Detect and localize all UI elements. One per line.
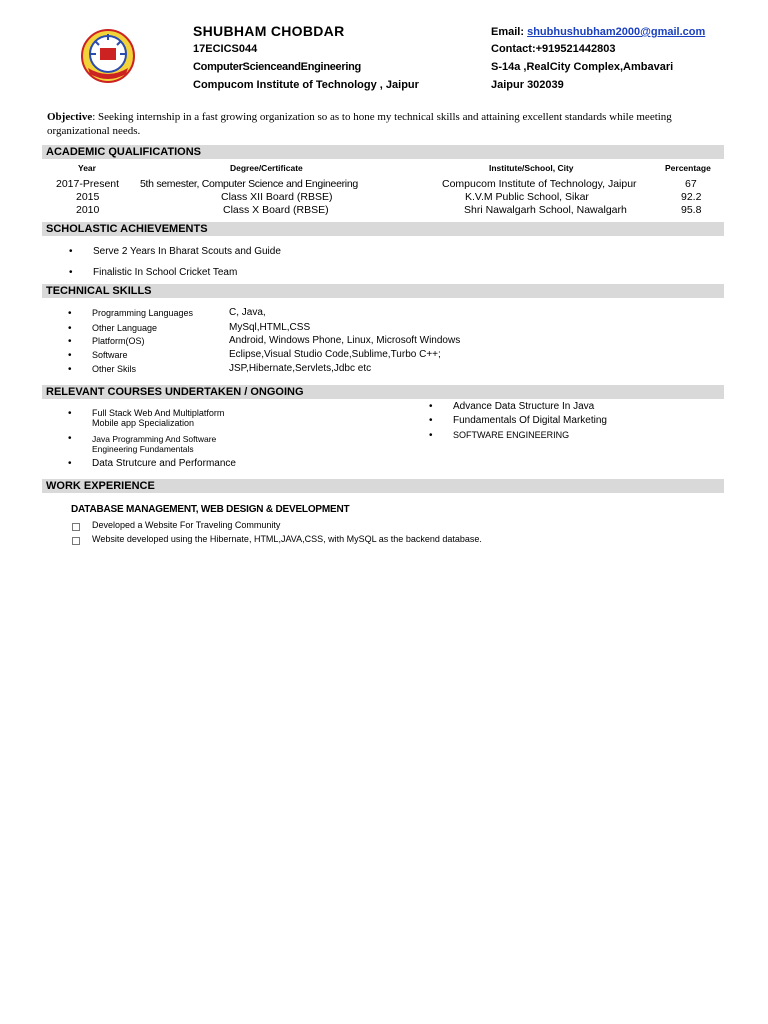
course-item: • Fundamentals Of Digital Marketing: [453, 415, 607, 426]
address-line-2: Jaipur 302039: [491, 79, 564, 91]
row1-degree: 5th semester, Computer Science and Engineering: [140, 178, 358, 190]
skill-label: • Programming Languages: [92, 308, 193, 318]
course-item: [92, 434, 216, 454]
email-link[interactable]: shubhushubham2000@gmail.com: [527, 26, 706, 38]
row3-degree: Class X Board (RBSE): [223, 204, 329, 216]
col-year: Year: [78, 163, 96, 173]
course-line: • Full Stack Web And Multiplatform: [92, 408, 225, 418]
row3-institute: Shri Nawalgarh School, Nawalgarh: [464, 204, 627, 216]
college-crest-logo: [80, 28, 136, 84]
email-line: [491, 26, 705, 38]
course-line: Mobile app Specialization: [92, 418, 195, 428]
course-line: Engineering Fundamentals: [92, 444, 194, 454]
work-subtitle: DATABASE MANAGEMENT, WEB DESIGN & DEVELOPMENT: [71, 504, 350, 515]
course-item: • SOFTWARE ENGINEERING: [453, 430, 569, 440]
checkbox-icon: [72, 537, 80, 545]
col-percentage: Percentage: [665, 163, 711, 173]
college: Compucom Institute of Technology , Jaipur: [193, 79, 419, 91]
work-item: Developed a Website For Traveling Community: [92, 520, 280, 530]
row3-percentage: 95.8: [681, 204, 702, 216]
objective-label: Objective: [47, 111, 93, 123]
course-item: • Data Strutcure and Performance: [92, 458, 236, 469]
skill-value: Android, Windows Phone, Linux, Microsoft Windows: [229, 335, 461, 346]
row2-year: 2015: [76, 191, 100, 203]
address-line-1: S-14a ,RealCity Complex,Ambavari: [491, 61, 674, 73]
course-item: • Advance Data Structure In Java: [453, 401, 594, 412]
skill-value: C, Java,: [229, 307, 266, 318]
row1-institute: Compucom Institute of Technology, Jaipur: [442, 178, 637, 190]
skill-value: Eclipse,Visual Studio Code,Sublime,Turbo C++;: [229, 349, 441, 360]
scholastic-section-title: SCHOLASTIC ACHIEVEMENTS: [42, 222, 724, 236]
skill-label: • Other Language: [92, 323, 157, 333]
email-label: Email:: [491, 26, 528, 38]
skill-value: JSP,Hibernate,Servlets,Jdbc etc: [229, 363, 372, 374]
branch: ComputerScienceandEngineering: [193, 61, 361, 73]
candidate-name: SHUBHAM CHOBDAR: [193, 23, 345, 39]
academic-section-title: ACADEMIC QUALIFICATIONS: [42, 145, 724, 159]
row1-year: 2017-Present: [56, 178, 120, 190]
scholastic-item: • Finalistic In School Cricket Team: [93, 267, 237, 278]
work-section-title: WORK EXPERIENCE: [42, 479, 724, 493]
checkbox-icon: [72, 523, 80, 531]
col-institute: Institute/School, City: [489, 163, 574, 173]
row3-year: 2010: [76, 204, 100, 216]
row2-degree: Class XII Board (RBSE): [221, 191, 333, 203]
skill-label: • Platform(OS): [92, 336, 145, 346]
skill-value: MySql,HTML,CSS: [229, 322, 311, 333]
scholastic-item: • Serve 2 Years In Bharat Scouts and Guide: [93, 246, 281, 257]
skill-label: • Software: [92, 350, 128, 360]
col-degree: Degree/Certificate: [230, 163, 303, 173]
roll-number: 17ECICS044: [193, 43, 258, 55]
courses-section-title: RELEVANT COURSES UNDERTAKEN / ONGOING: [42, 385, 724, 399]
course-line: • Java Programming And Software: [92, 434, 217, 444]
objective: [47, 110, 707, 138]
objective-text: : Seeking internship in a fast growing organization so as to hone my technical skills and attaining excellent standards while meeting organizational needs.: [47, 111, 672, 137]
work-item: Website developed using the Hibernate, HTML,JAVA,CSS, with MySQL as the backend database.: [92, 534, 482, 544]
course-item: [92, 408, 224, 428]
contact: Contact:+919521442803: [491, 43, 616, 55]
row2-institute: K.V.M Public School, Sikar: [465, 191, 589, 203]
technical-section-title: TECHNICAL SKILLS: [42, 284, 724, 298]
row1-percentage: 67: [685, 178, 697, 190]
row2-percentage: 92.2: [681, 191, 702, 203]
skill-label: • Other Skils: [92, 364, 136, 374]
